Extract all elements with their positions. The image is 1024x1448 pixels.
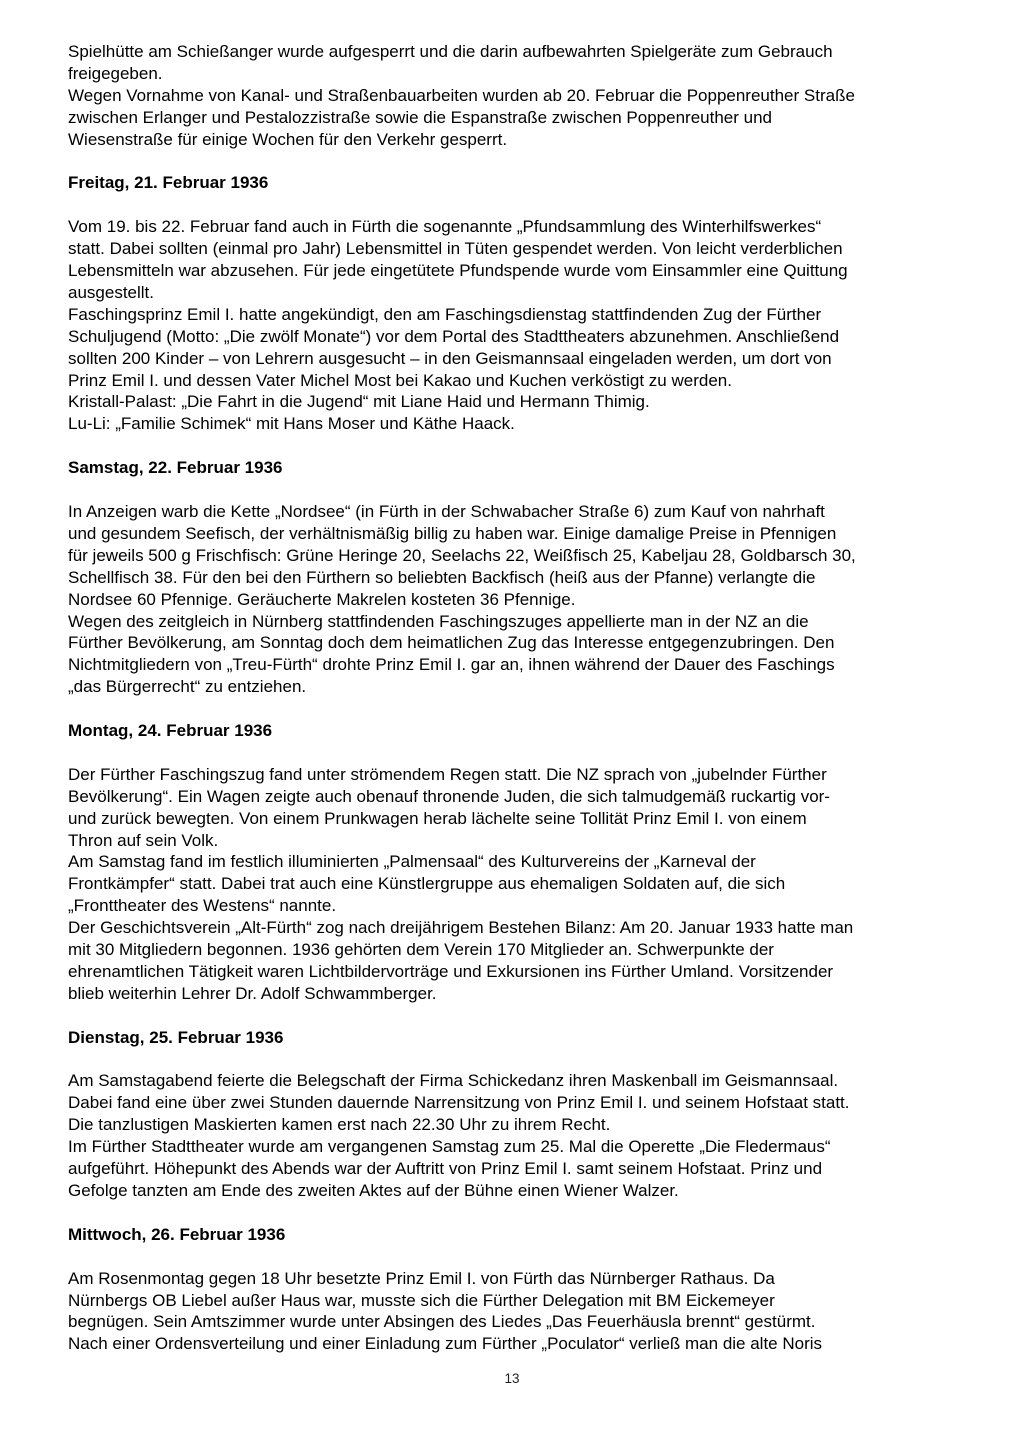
- paragraph: [68, 1268, 964, 1356]
- paragraph-line: Vom 19. bis 22. Februar fand auch in Fürth die sogenannte „Pfundsammlung des Winterhilfswerkes“: [68, 217, 822, 237]
- paragraph-line: Wiesenstraße für einige Wochen für den Verkehr gesperrt.: [68, 129, 508, 149]
- paragraph-line: Die tanzlustigen Maskierten kamen erst nach 22.30 Uhr zu ihrem Recht.: [68, 1115, 611, 1135]
- paragraph-line: Schellfisch 38. Für den bei den Fürthern so beliebten Backfisch (heiß aus der Pfanne) verlangte die: [68, 567, 816, 587]
- paragraph-line: Am Rosenmontag gegen 18 Uhr besetzte Prinz Emil I. von Fürth das Nürnberger Rathaus. Da: [68, 1268, 775, 1288]
- paragraph: [68, 501, 964, 698]
- paragraph-line: Nichtmitgliedern von „Treu-Fürth“ drohte Prinz Emil I. gar an, ihnen während der Dauer des Faschings: [68, 655, 835, 675]
- paragraph-line: Dabei fand eine über zwei Stunden dauernde Narrensitzung von Prinz Emil I. und seinem Hofstaat statt.: [68, 1093, 850, 1113]
- paragraph-line: Lu-Li: „Familie Schimek“ mit Hans Moser und Käthe Haack.: [68, 414, 515, 434]
- paragraph-line: freigegeben.: [68, 63, 163, 83]
- paragraph-line: „Fronttheater des Westens“ nannte.: [68, 896, 337, 916]
- paragraph: [68, 216, 964, 435]
- section-heading: Mittwoch, 26. Februar 1936: [68, 1224, 286, 1244]
- section-heading: Dienstag, 25. Februar 1936: [68, 1027, 284, 1047]
- paragraph-line: Der Geschichtsverein „Alt-Fürth“ zog nach dreijährigem Bestehen Bilanz: Am 20. Januar 1933 hatte man: [68, 918, 854, 938]
- paragraph-line: Kristall-Palast: „Die Fahrt in die Jugend“ mit Liane Haid und Hermann Thimig.: [68, 392, 650, 412]
- paragraph-line: Schuljugend (Motto: „Die zwölf Monate“) vor dem Portal des Stadttheaters abzunehmen. Anschließend: [68, 326, 840, 346]
- paragraph-line: für jeweils 500 g Frischfisch: Grüne Heringe 20, Seelachs 22, Weißfisch 25, Kabeljau 28, Goldbarsch 30,: [68, 545, 856, 565]
- paragraph-line: Bevölkerung“. Ein Wagen zeigte auch obenauf thronende Juden, die sich talmudgemäß ruckartig vor-: [68, 786, 830, 806]
- paragraph-line: begnügen. Sein Amtszimmer wurde unter Absingen des Liedes „Das Feuerhäusla brennt“ gestürmt.: [68, 1312, 816, 1332]
- paragraph: [68, 764, 964, 1005]
- paragraph: [68, 1070, 964, 1201]
- paragraph-line: Fürther Bevölkerung, am Sonntag doch dem heimatlichen Zug das Interesse entgegenzubringen. Den: [68, 633, 835, 653]
- document-body: [68, 41, 964, 1355]
- paragraph-line: Lebensmitteln war abzusehen. Für jede eingetütete Pfundspende wurde vom Einsammler eine Quittung: [68, 261, 848, 281]
- paragraph-line: Faschingsprinz Emil I. hatte angekündigt, den am Faschingsdienstag stattfindenden Zug der Fürther: [68, 304, 822, 324]
- section-heading: Freitag, 21. Februar 1936: [68, 173, 269, 193]
- paragraph-line: sollten 200 Kinder – von Lehrern ausgesucht – in den Geismannsaal eingeladen werden, um dort von: [68, 348, 832, 368]
- paragraph-line: Nach einer Ordensverteilung und einer Einladung zum Fürther „Poculator“ verließ man die alte Noris: [68, 1334, 823, 1354]
- paragraph-line: Wegen des zeitgleich in Nürnberg stattfindenden Faschingszuges appellierte man in der NZ an die: [68, 611, 809, 631]
- section-heading: Montag, 24. Februar 1936: [68, 721, 273, 741]
- paragraph-line: Spielhütte am Schießanger wurde aufgesperrt und die darin aufbewahrten Spielgeräte zum Gebrauch: [68, 42, 833, 61]
- paragraph-line: Nürnbergs OB Liebel außer Haus war, musste sich die Fürther Delegation mit BM Eickemeyer: [68, 1290, 775, 1310]
- paragraph-line: Im Fürther Stadttheater wurde am vergangenen Samstag zum 25. Mal die Operette „Die Fledermaus“: [68, 1137, 831, 1157]
- paragraph-line: Frontkämpfer“ statt. Dabei trat auch eine Künstlergruppe aus ehemaligen Soldaten auf, die sich: [68, 874, 786, 894]
- paragraph-line: Thron auf sein Volk.: [68, 830, 219, 850]
- paragraph-line: und gesundem Seefisch, der verhältnismäßig billig zu haben war. Einige damalige Preise in Pfennigen: [68, 523, 837, 543]
- section-heading: Samstag, 22. Februar 1936: [68, 458, 283, 478]
- paragraph: [68, 41, 964, 151]
- paragraph-line: blieb weiterhin Lehrer Dr. Adolf Schwammberger.: [68, 983, 437, 1003]
- paragraph-line: Prinz Emil I. und dessen Vater Michel Most bei Kakao und Kuchen verköstigt zu werden.: [68, 370, 732, 390]
- page-number: 13: [504, 1371, 520, 1386]
- paragraph-line: In Anzeigen warb die Kette „Nordsee“ (in Fürth in der Schwabacher Straße 6) zum Kauf von nahrhaft: [68, 501, 825, 521]
- paragraph-line: statt. Dabei sollten (einmal pro Jahr) Lebensmittel in Tüten gespendet werden. Von leicht verderblichen: [68, 239, 843, 259]
- paragraph-line: Am Samstagabend feierte die Belegschaft der Firma Schickedanz ihren Maskenball im Geismannsaal.: [68, 1071, 839, 1091]
- paragraph-line: Gefolge tanzten am Ende des zweiten Aktes auf der Bühne einen Wiener Walzer.: [68, 1181, 679, 1200]
- paragraph-line: „das Bürgerrecht“ zu entziehen.: [68, 677, 307, 697]
- paragraph-line: zwischen Erlanger und Pestalozzistraße sowie die Espanstraße zwischen Poppenreuther und: [68, 107, 772, 127]
- paragraph-line: Am Samstag fand im festlich illuminierten „Palmensaal“ des Kulturvereins der „Karneval der: [68, 852, 756, 872]
- paragraph-line: ehrenamtlichen Tätigkeit waren Lichtbildervorträge und Exkursionen ins Fürther Umland. Vorsitzender: [68, 961, 834, 981]
- paragraph-line: Nordsee 60 Pfennige. Geräucherte Makrelen kosteten 36 Pfennige.: [68, 589, 576, 609]
- paragraph-line: und zurück bewegten. Von einem Prunkwagen herab lächelte seine Tollität Prinz Emil I. von einem: [68, 808, 807, 828]
- paragraph-line: Wegen Vornahme von Kanal- und Straßenbauarbeiten wurden ab 20. Februar die Poppenreuther Straße: [68, 85, 855, 105]
- paragraph-line: Der Fürther Faschingszug fand unter strömendem Regen statt. Die NZ sprach von „jubelnder Fürther: [68, 764, 827, 784]
- paragraph-line: mit 30 Mitgliedern begonnen. 1936 gehörten dem Verein 170 Mitglieder an. Schwerpunkte der: [68, 940, 774, 960]
- paragraph-line: ausgestellt.: [68, 282, 154, 302]
- paragraph-line: aufgeführt. Höhepunkt des Abends war der Auftritt von Prinz Emil I. samt seinem Hofstaat. Prinz und: [68, 1159, 823, 1179]
